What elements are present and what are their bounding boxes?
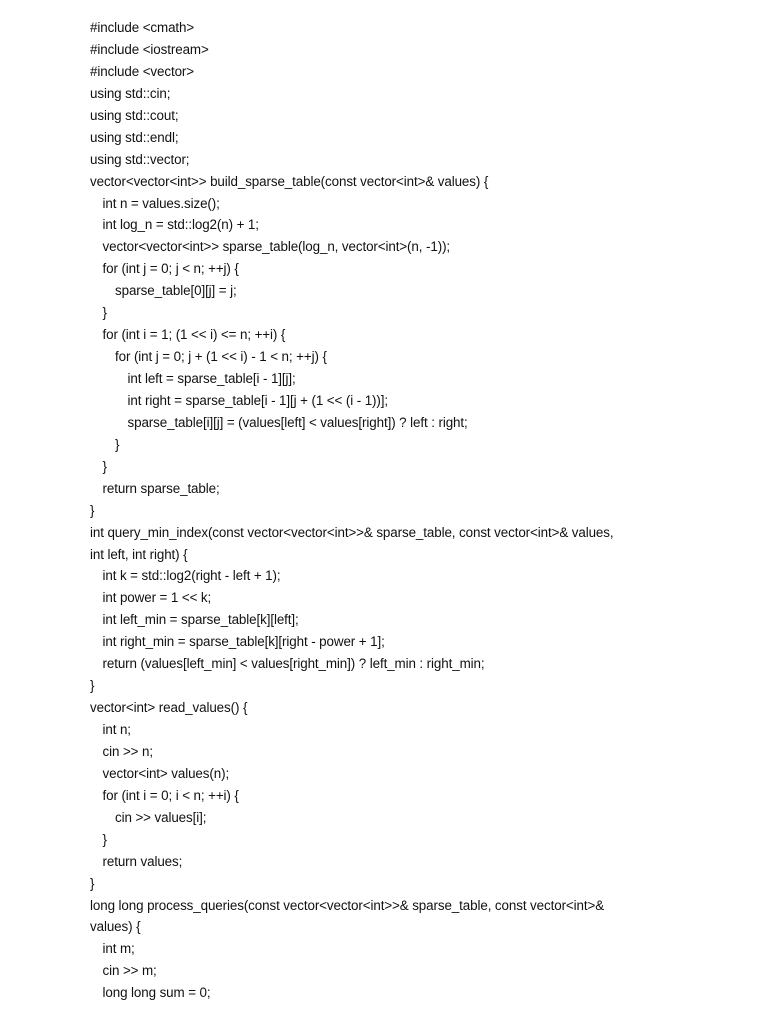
code-line: using std::cout; bbox=[90, 107, 179, 123]
code-line: } bbox=[102, 305, 107, 321]
code-line: int m; bbox=[102, 941, 135, 957]
code-listing bbox=[90, 17, 730, 1004]
code-line: } bbox=[90, 502, 95, 518]
code-line: using std::cin; bbox=[90, 85, 171, 101]
code-line: for (int j = 0; j < n; ++j) { bbox=[102, 261, 239, 277]
code-line: cin >> values[i]; bbox=[115, 809, 207, 825]
code-line: } bbox=[102, 458, 107, 474]
code-line: int left = sparse_table[i - 1][j]; bbox=[127, 371, 296, 386]
code-line: cin >> m; bbox=[102, 963, 157, 979]
code-line: cin >> n; bbox=[102, 743, 153, 759]
code-line: int power = 1 << k; bbox=[102, 590, 212, 606]
code-line: int right_min = sparse_table[k][right - power + 1]; bbox=[102, 634, 385, 650]
code-line: int query_min_index(const vector<vector<int>>& sparse_table, const vector<int>& values, bbox=[90, 524, 614, 540]
code-line: long long sum = 0; bbox=[102, 985, 211, 1001]
code-line: int n; bbox=[102, 722, 131, 737]
code-line: vector<vector<int>> sparse_table(log_n, vector<int>(n, -1)); bbox=[102, 239, 451, 255]
code-line: #include <iostream> bbox=[90, 41, 209, 57]
code-line: vector<int> read_values() { bbox=[90, 700, 248, 716]
code-line: } bbox=[115, 436, 120, 452]
code-line: vector<int> values(n); bbox=[102, 765, 230, 781]
code-line: long long process_queries(const vector<vector<int>>& sparse_table, const vector<int>& bbox=[90, 897, 605, 913]
code-line: #include <vector> bbox=[90, 63, 195, 79]
code-line: } bbox=[102, 831, 107, 847]
code-line: return values; bbox=[102, 853, 183, 869]
code-line: using std::vector; bbox=[90, 151, 190, 167]
code-line: } bbox=[90, 875, 95, 891]
code-line: #include <cmath> bbox=[90, 20, 195, 35]
code-line: int left, int right) { bbox=[90, 546, 188, 562]
code-line: values) { bbox=[90, 919, 141, 935]
code-line: } bbox=[90, 678, 95, 694]
code-line: int n = values.size(); bbox=[102, 195, 220, 211]
code-line: int right = sparse_table[i - 1][j + (1 << (i - 1))]; bbox=[127, 392, 388, 408]
code-line: for (int i = 1; (1 << i) <= n; ++i) { bbox=[102, 327, 286, 343]
code-line: vector<vector<int>> build_sparse_table(const vector<int>& values) { bbox=[90, 173, 489, 189]
code-line: int left_min = sparse_table[k][left]; bbox=[102, 612, 299, 628]
code-line: return (values[left_min] < values[right_min]) ? left_min : right_min; bbox=[102, 656, 485, 672]
code-line: sparse_table[i][j] = (values[left] < values[right]) ? left : right; bbox=[127, 414, 468, 430]
code-line: for (int i = 0; i < n; ++i) { bbox=[102, 787, 239, 803]
code-line: return sparse_table; bbox=[102, 480, 220, 496]
code-line: for (int j = 0; j + (1 << i) - 1 < n; ++j) { bbox=[115, 349, 327, 365]
code-line: using std::endl; bbox=[90, 129, 179, 145]
code-line: sparse_table[0][j] = j; bbox=[115, 283, 237, 299]
code-line: int log_n = std::log2(n) + 1; bbox=[102, 217, 259, 233]
code-line: int k = std::log2(right - left + 1); bbox=[102, 568, 281, 584]
